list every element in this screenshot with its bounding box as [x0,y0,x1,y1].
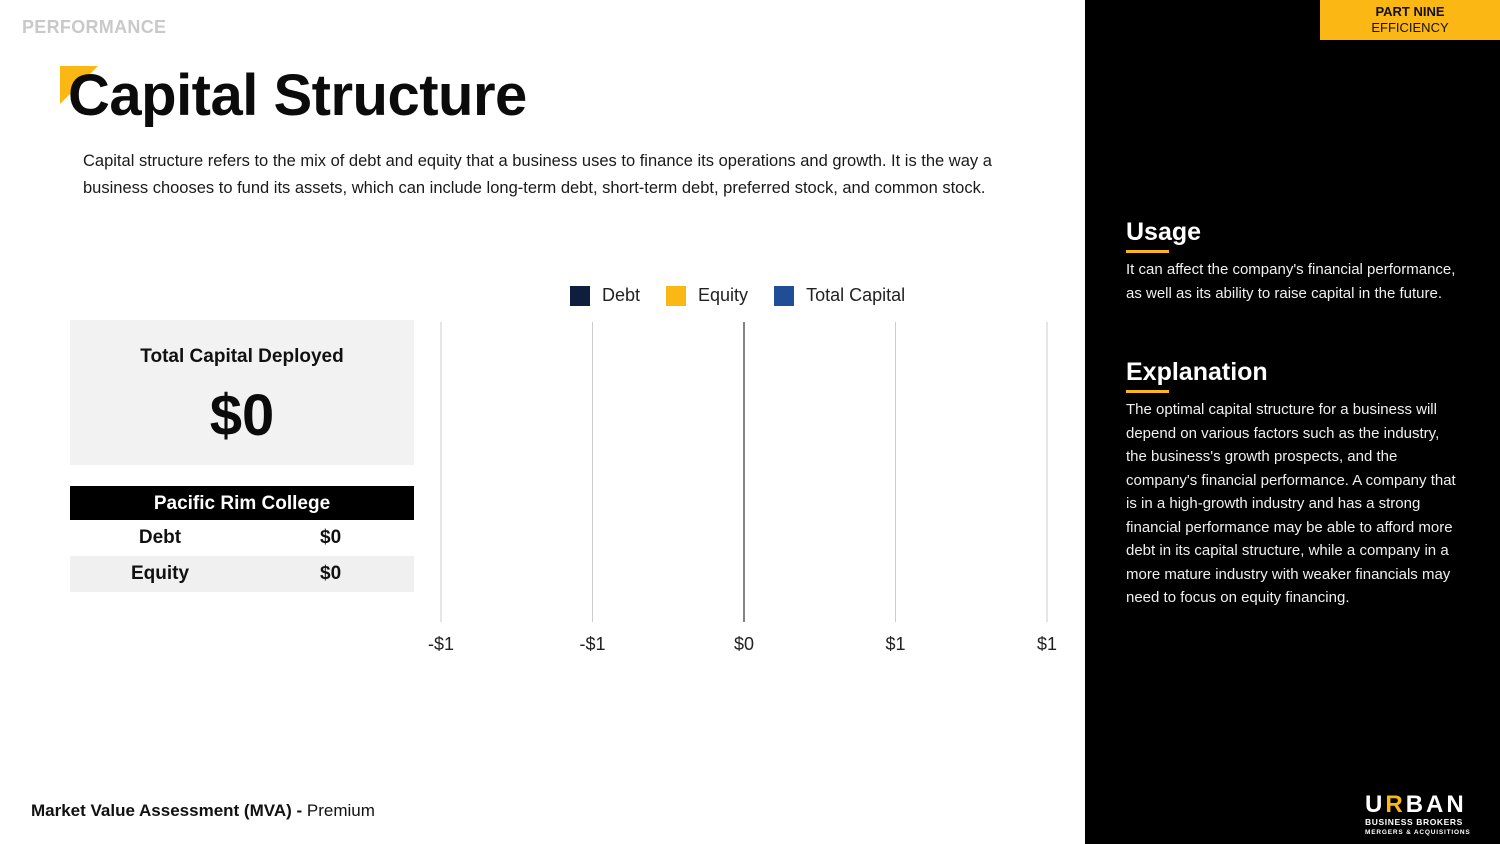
table-title: Pacific Rim College [70,486,414,520]
legend-swatch-equity [666,286,686,306]
explanation-text: The optimal capital structure for a business will depend on various factors such as the industry, the business's growth prospects, and the company's financial performance. A company that is in a high-growth industry and has a strong financial performance may be able to afford more debt in its capital structure, while a company in a more mature industry with weaker financials may need to focus on equity financing. [1126,401,1456,606]
row-label-equity: Equity [130,563,190,584]
usage-text: It can affect the company's financial performance, as well as its ability to raise capital in the future. [1126,261,1456,302]
footer-tier: Premium [306,801,375,820]
part-badge-name: EFFICIENCY [1371,20,1449,35]
table-row [70,520,414,556]
legend-item-total-capital [774,285,905,306]
page-title: Capital Structure [68,63,527,128]
capital-chart [420,315,1080,675]
row-label-debt: Debt [138,527,182,548]
summary-value: $0 [209,383,275,448]
legend-item-debt [570,285,640,306]
footer [31,801,375,821]
legend-swatch-debt [570,286,590,306]
legend-label-total-capital: Total Capital [806,285,906,305]
capital-table [70,486,414,592]
sidebar [1085,0,1500,844]
logo-tagline: MERGERS & ACQUISITIONS [1365,829,1471,836]
intro-paragraph: Capital structure refers to the mix of debt and equity that a business uses to finance its operations and growth. It is the way a business chooses to fund its assets, which can include long-term debt, short-term debt, preferred stock, and common stock. [83,152,992,197]
company-logo [1365,791,1477,836]
part-badge-number: PART NINE [1375,4,1445,19]
summary-box [70,320,414,465]
x-tick-label: -$1 [579,634,606,654]
legend-item-equity [666,285,748,306]
footer-title: Market Value Assessment (MVA) - [31,801,303,820]
x-tick-label: -$1 [427,634,455,654]
x-tick-label: $0 [733,634,755,654]
explanation-underline [1126,390,1169,393]
explanation-heading: Explanation [1126,358,1268,386]
logo-subtitle: BUSINESS BROKERS [1365,817,1463,827]
usage-underline [1126,250,1169,253]
legend-swatch-total-capital [774,286,794,306]
row-value-equity: $0 [320,563,342,584]
table-row [70,556,414,592]
section-label: PERFORMANCE [22,17,167,37]
summary-label: Total Capital Deployed [140,346,344,367]
usage-heading: Usage [1126,218,1202,246]
chart-legend [570,285,905,306]
part-badge [1320,0,1500,40]
legend-label-equity: Equity [698,285,749,305]
x-tick-label: $1 [885,634,906,654]
logo-wordmark: URBAN [1365,791,1467,818]
legend-label-debt: Debt [602,285,641,305]
x-tick-label: $1 [1036,634,1058,654]
row-value-debt: $0 [320,527,342,548]
